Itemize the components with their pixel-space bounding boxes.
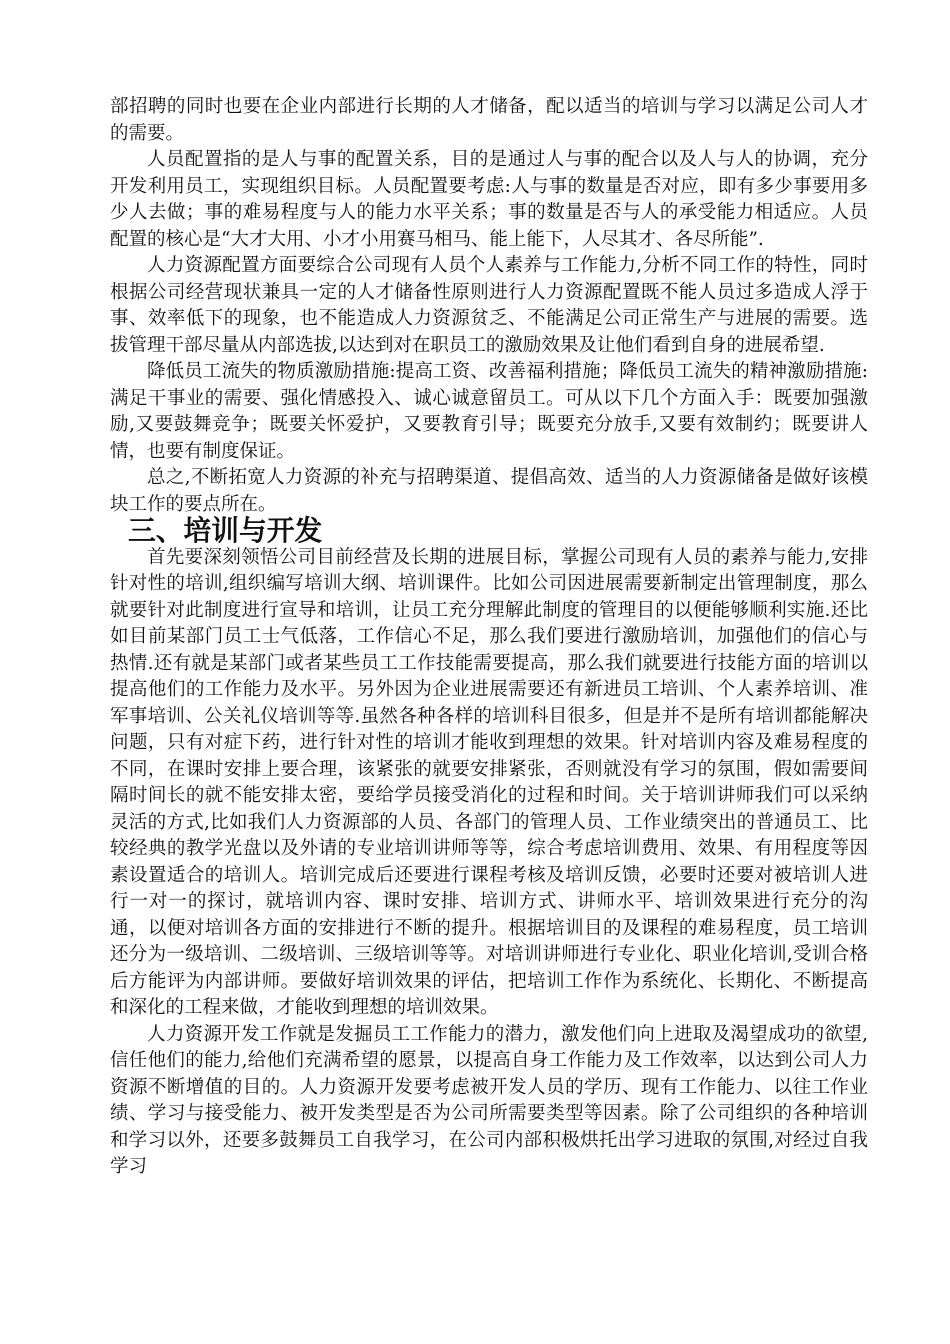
paragraph-continued: 部招聘的同时也要在企业内部进行长期的人才储备，配以适当的培训与学习以满足公司人才的需要。: [110, 96, 868, 144]
paragraph-allocation: 人力资源配置方面要综合公司现有人员个人素养与工作能力,分析不同工作的特性，同时根据公司经营现状兼具一定的人才储备性原则进行人力资源配置既不能人员过多造成人浮于事、效率低下的现象，也不能造成人力资源贫乏、不能满足公司正常生产与进展的需要。选拔管理干部尽量从内部选拔,以达到对在职员工的激励效果及让他们看到自身的进展希望.: [110, 255, 868, 356]
paragraph-development: 人力资源开发工作就是发掘员工工作能力的潜力，激发他们向上进取及渴望成功的欲望,信任他们的能力,给他们充满希望的愿景，以提高自身工作能力及工作效率，以达到公司人力资源不断增值的目的。人力资源开发要考虑被开发人员的学历、现有工作能力、以往工作业绩、学习与接受能力、被开发类型是否为公司所需要类型等因素。除了公司组织的各种培训和学习以外，还要多鼓舞员工自我学习，在公司内部积极烘托出学习进取的氛围,对经过自我学习: [110, 1023, 868, 1177]
paragraph-retention: 降低员工流失的物质激励措施:提高工资、改善福利措施；降低员工流失的精神激励措施:满足干事业的需要、强化情感投入、诚心诚意留员工。可从以下几个方面入手：既要加强激励,又要鼓舞竞争；既要关怀爱护，又要教育引导；既要充分放手,又要有效制约；既要讲人情，也要有制度保证。: [110, 361, 868, 462]
section-heading: 三、培训与开发: [128, 514, 323, 547]
paragraph-staffing: 人员配置指的是人与事的配置关系，目的是通过人与事的配合以及人与人的协调，充分开发利用员工，实现组织目标。人员配置要考虑:人与事的数量是否对应，即有多少事要用多少人去做；事的难易程度与人的能力水平关系；事的数量是否与人的承受能力相适应。人员配置的核心是“大才大用、小才小用赛马相马、能上能下，人尽其才、各尽所能”.: [110, 149, 868, 250]
document-page: [110, 94, 868, 1181]
paragraph-training: 首先要深刻领悟公司目前经营及长期的进展目标，掌握公司现有人员的素养与能力,安排针对性的培训,组织编写培训大纲、培训课件。比如公司因进展需要新制定出管理制度，那么就要针对此制度进行宣导和培训，让员工充分理解此制度的管理目的以便能够顺利实施.还比如目前某部门员工士气低落，工作信心不足，那么我们要进行激励培训，加强他们的信心与热情.还有就是某部门或者某些员工工作技能需要提高，那么我们就要进行技能方面的培训以提高他们的工作能力及水平。另外因为企业进展需要还有新进员工培训、个人素养培训、准军事培训、公关礼仪培训等等.虽然各种各样的培训科目很多，但是并不是所有培训都能解决问题，只有对症下药，进行针对性的培训才能收到理想的效果。针对培训内容及难易程度的不同，在课时安排上要合理，该紧张的就要安排紧张，否则就没有学习的氛围，假如需要间隔时间长的就不能安排太密，要给学员接受消化的过程和时间。关于培训讲师我们可以采纳灵活的方式,比如我们人力资源部的人员、各部门的管理人员、工作业绩突出的普通员工、比较经典的教学光盘以及外请的专业培训讲师等等，综合考虑培训费用、效果、有用程度等因素设置适合的培训人。培训完成后还要进行课程考核及培训反馈，必要时还要对被培训人进行一对一的探讨，就培训内容、课时安排、培训方式、讲师水平、培训效果进行充分的沟通，以便对培训各方面的安排进行不断的提升。根据培训目的及课程的难易程度，员工培训还分为一级培训、二级培训、三级培训等等。对培训讲师进行专业化、职业化培训,受训合格后方能评为内部讲师。要做好培训效果的评估，把培训工作作为系统化、长期化、不断提高和深化的工程来做，才能收到理想的培训效果。: [110, 546, 868, 1018]
paragraph-summary: 总之,不断拓宽人力资源的补充与招聘渠道、提倡高效、适当的人力资源储备是做好该模块工作的要点所在。: [110, 467, 868, 515]
